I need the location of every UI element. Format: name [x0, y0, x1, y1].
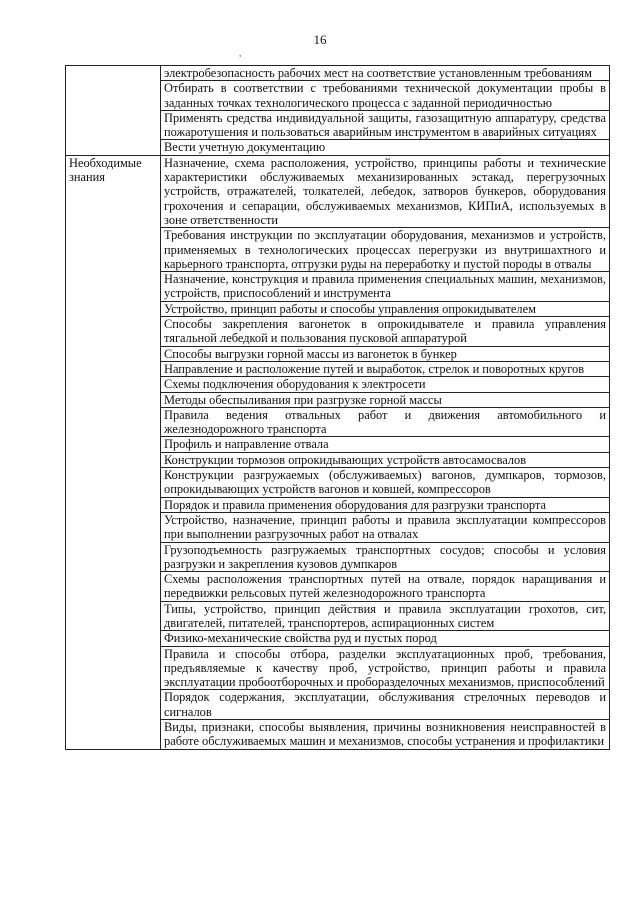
table-cell: Конструкции тормозов опрокидывающих устройств автосамосвалов — [161, 452, 610, 467]
table-cell: электробезопасность рабочих мест на соответствие установленным требованиям — [161, 66, 610, 81]
table-cell: Профиль и направление отвала — [161, 437, 610, 452]
table-cell: Способы выгрузки горной массы из вагонеток в бункер — [161, 346, 610, 361]
table-cell: Физико-механические свойства руд и пустых пород — [161, 631, 610, 646]
table-row — [66, 66, 610, 81]
table-cell: Правила ведения отвальных работ и движения автомобильного и железнодорожного транспорта — [161, 407, 610, 437]
table-cell: Методы обеспыливания при разгрузке горной массы — [161, 392, 610, 407]
table-cell: Конструкции разгружаемых (обслуживаемых) вагонов, думпкаров, тормозов, опрокидывающих устройств вагонов и ковшей, компрессоров — [161, 468, 610, 498]
table-cell: Требования инструкции по эксплуатации оборудования, механизмов и устройств, применяемых в технологических процессах перегрузки из внутришахтного и карьерного транспорта, отгрузки руды на переработку и пустой породы в отвалы — [161, 228, 610, 272]
table-cell: Устройство, назначение, принцип работы и правила эксплуатации компрессоров при выполнении разгрузочных работ на отвалах — [161, 512, 610, 542]
table-cell: Устройство, принцип работы и способы управления опрокидывателем — [161, 301, 610, 316]
table-cell: Грузоподъемность разгружаемых транспортных сосудов; способы и условия разгрузки и закрепления кузовов думпкаров — [161, 542, 610, 572]
table-cell: Виды, признаки, способы выявления, причины возникновения неисправностей в работе обслуживаемых машин и механизмов, способы устранения и профилактики — [161, 720, 610, 750]
page-mark: , — [239, 48, 242, 58]
table-cell: Правила и способы отбора, разделки эксплуатационных проб, требования, предъявляемые к качеству проб, устройство, принцип работы и правила эксплуатации пробоотборочных и проборазделочных механизмов, приспособлений — [161, 646, 610, 690]
skills-label-cell — [66, 66, 161, 156]
knowledge-label-cell: Необходимые знания — [66, 155, 161, 749]
competency-table — [65, 65, 610, 750]
table-cell: Порядок и правила применения оборудования для разгрузки транспорта — [161, 497, 610, 512]
table-cell: Направление и расположение путей и выработок, стрелок и поворотных кругов — [161, 361, 610, 376]
table-cell: Порядок содержания, эксплуатации, обслуживания стрелочных переводов и сигналов — [161, 690, 610, 720]
table-cell: Схемы расположения транспортных путей на отвале, порядок наращивания и передвижки рельсовых путей железнодорожного транспорта — [161, 572, 610, 602]
table-cell: Применять средства индивидуальной защиты, газозащитную аппаратуру, средства пожаротушения и пользоваться аварийным инструментом в аварийных ситуациях — [161, 110, 610, 140]
table-row — [66, 155, 610, 227]
table-cell: Назначение, схема расположения, устройство, принципы работы и технические характеристики обслуживаемых механизированных эстакад, перегрузочных устройств, отражателей, толкателей, лебедок, затворов бункеров, оборудования грохочения и сепарации, обслуживаемых механизмов, КИПиА, используемых в зоне ответственности — [161, 155, 610, 227]
page-number: 16 — [313, 32, 327, 47]
table-cell: Вести учетную документацию — [161, 140, 610, 155]
table-cell: Назначение, конструкция и правила применения специальных машин, механизмов, устройств, приспособлений и инструмента — [161, 272, 610, 302]
table-cell: Отбирать в соответствии с требованиями технической документации пробы в заданных точках технологического процесса с заданной периодичностью — [161, 81, 610, 111]
table-cell: Типы, устройство, принцип действия и правила эксплуатации грохотов, сит, двигателей, питателей, транспортеров, аспирационных систем — [161, 601, 610, 631]
table-cell: Способы закрепления вагонеток в опрокидывателе и правила управления тягальной лебедкой и пользования пусковой аппаратурой — [161, 317, 610, 347]
table-cell: Схемы подключения оборудования к электросети — [161, 377, 610, 392]
